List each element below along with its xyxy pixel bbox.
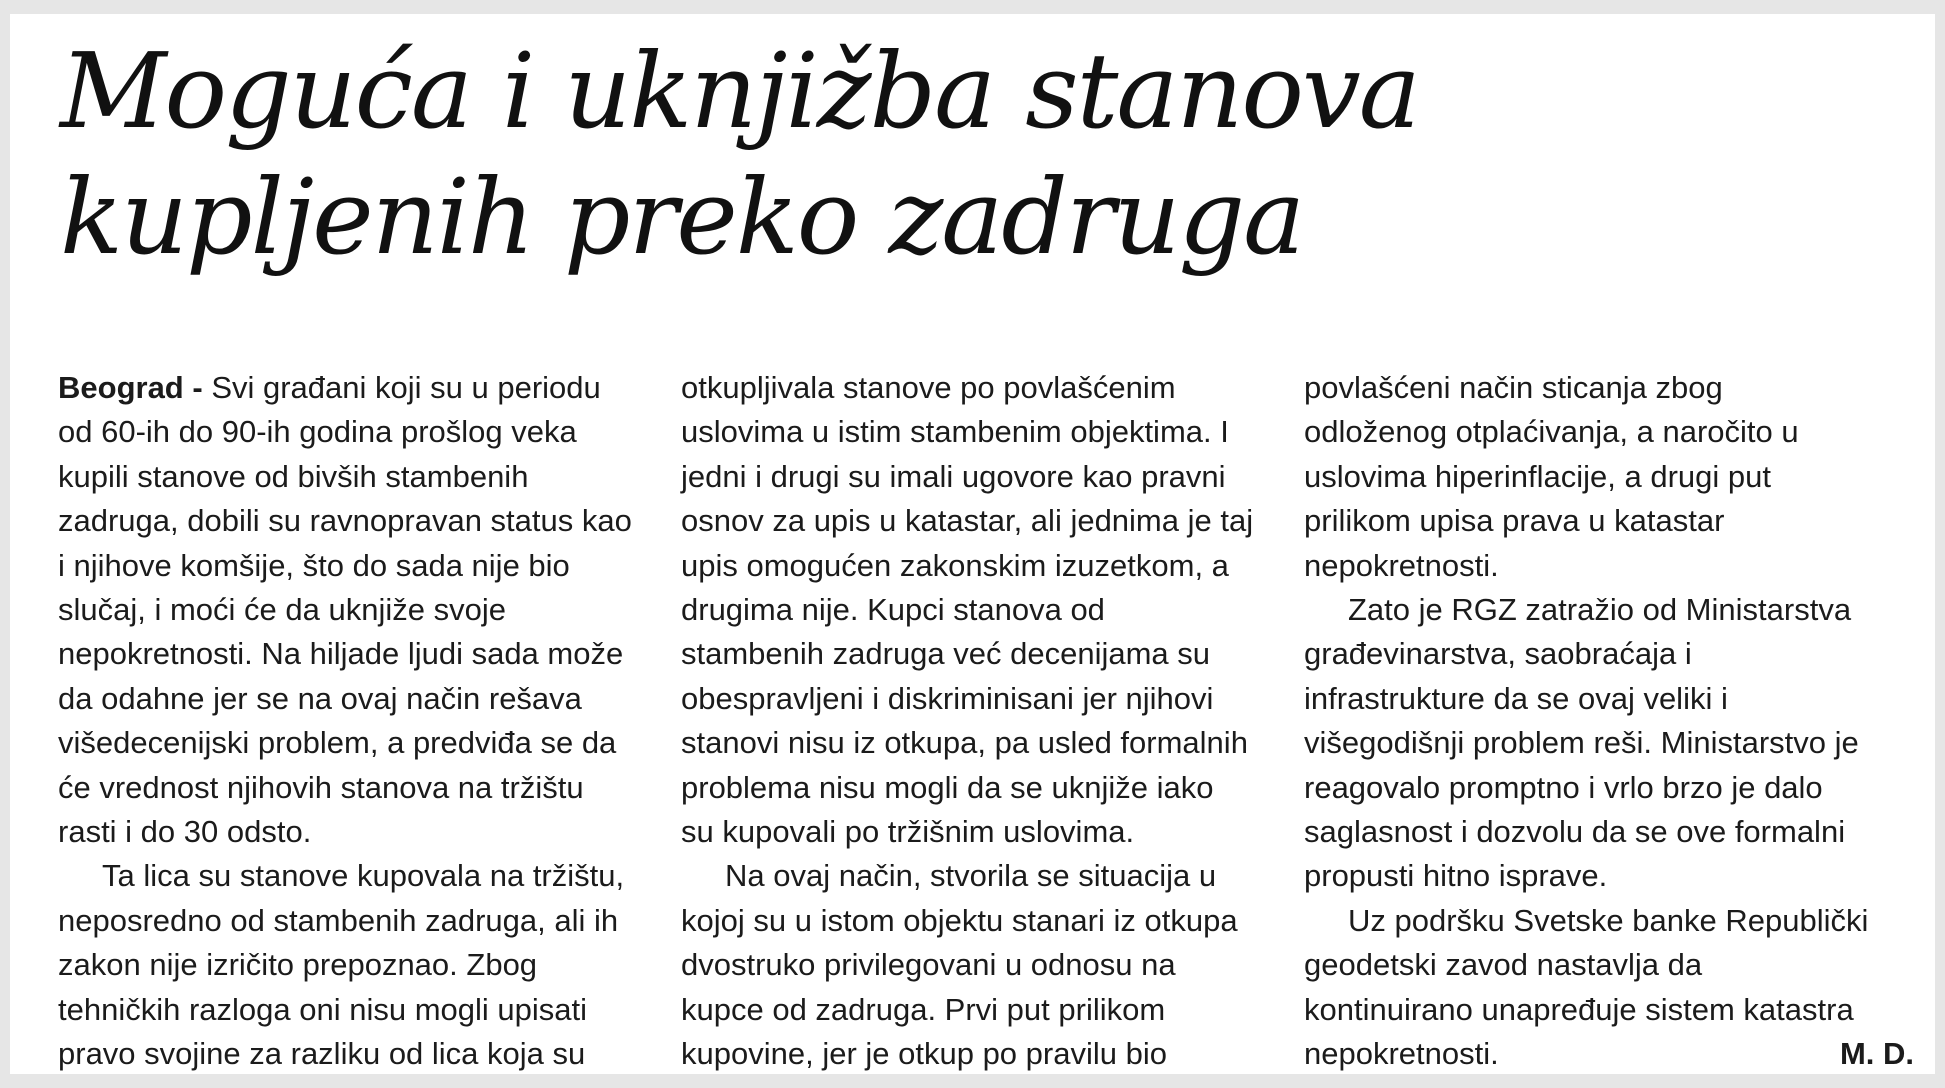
paragraph-line: uslovima hiperinflacije, a drugi put <box>1304 458 1771 494</box>
paragraph-line: geodetski zavod nastavlja da <box>1304 947 1703 983</box>
paragraph-line: od 60-ih do 90-ih godina prošlog veka <box>58 414 577 450</box>
paragraph-line: infrastrukture da se ovaj veliki i <box>1304 680 1728 716</box>
paragraph-line: reagovalo promptno i vrlo brzo je dalo <box>1304 769 1823 805</box>
paragraph-line: kontinuirano unapređuje sistem katastra <box>1304 991 1854 1027</box>
paragraph-line: jedni i drugi su imali ugovore kao pravni <box>681 458 1226 494</box>
article-column-3 <box>1304 366 1914 1074</box>
article-headline <box>60 28 1880 280</box>
paragraph-line: obespravljeni i diskriminisani jer njihovi <box>681 680 1214 716</box>
paragraph-line: Zato je RGZ zatražio od Ministarstva <box>1348 592 1852 628</box>
paragraph-line: osnov za upis u katastar, ali jednima je taj <box>681 503 1254 539</box>
paragraph-line: zakon nije izričito prepoznao. Zbog <box>58 947 538 983</box>
paragraph-line: kupovine, jer je otkup po pravilu bio <box>681 1036 1167 1072</box>
paragraph-line: Na ovaj način, stvorila se situacija u <box>725 858 1217 894</box>
paragraph-line: višegodišnji problem reši. Ministarstvo je <box>1304 725 1859 761</box>
paragraph-line: saglasnost i dozvolu da se ove formalni <box>1304 814 1846 850</box>
paragraph-line: rasti i do 30 odsto. <box>58 814 312 850</box>
paragraph-line: drugima nije. Kupci stanova od <box>681 592 1105 628</box>
paragraph-line: propusti hitno isprave. <box>1304 858 1608 894</box>
article-column-1 <box>58 366 658 1074</box>
paragraph-line: kojoj su u istom objektu stanari iz otkupa <box>681 902 1238 938</box>
dateline-separator: - <box>183 370 212 405</box>
paragraph-line: tehničkih razloga oni nisu mogli upisati <box>58 991 588 1027</box>
paragraph-line: višedecenijski problem, a predviđa se da <box>58 725 617 761</box>
paragraph-line: nepokretnosti. <box>1304 547 1499 583</box>
paragraph-line: nepokretnosti. Na hiljade ljudi sada može <box>58 636 624 672</box>
paragraph-line: kupili stanove od bivših stambenih <box>58 458 529 494</box>
paragraph-line: Ta lica su stanove kupovala na tržištu, <box>102 858 625 894</box>
paragraph-line: upis omogućen zakonskim izuzetkom, a <box>681 547 1229 583</box>
paragraph-line: dvostruko privilegovani u odnosu na <box>681 947 1176 983</box>
paragraph-line: i njihove komšije, što do sada nije bio <box>58 547 570 583</box>
paragraph-line: su kupovali po tržišnim uslovima. <box>681 814 1135 850</box>
paragraph-line: problema nisu mogli da se uknjiže iako <box>681 769 1214 805</box>
paragraph-line: Beograd - Svi građani koji su u periodu <box>58 370 601 405</box>
paragraph-line: da odahne jer se na ovaj način rešava <box>58 680 582 716</box>
paragraph-line: prilikom upisa prava u katastar <box>1304 503 1725 539</box>
paragraph-line: odloženog otplaćivanja, a naročito u <box>1304 414 1799 450</box>
paragraph-line: povlašćeni način sticanja zbog <box>1304 370 1723 405</box>
paragraph-line: će vrednost njihovih stanova na tržištu <box>58 769 584 805</box>
headline-line-1: Moguća i uknjižba stanova <box>60 30 1419 152</box>
newspaper-clipping <box>10 14 1935 1074</box>
paragraph-line: zadruga, dobili su ravnopravan status kao <box>58 503 632 539</box>
paragraph-line: otkupljivala stanove po povlašćenim <box>681 370 1176 405</box>
paragraph-line: uslovima u istim stambenim objektima. I <box>681 414 1229 450</box>
article-column-2 <box>681 366 1281 1074</box>
paragraph-line: nepokretnosti. M. D. <box>1304 1032 1904 1074</box>
paragraph-line: stanovi nisu iz otkupa, pa usled formalnih <box>681 725 1248 761</box>
dateline: Beograd <box>58 370 184 405</box>
paragraph-line: građevinarstva, saobraćaja i <box>1304 636 1692 672</box>
headline-line-2: kupljenih preko zadruga <box>60 156 1304 278</box>
paragraph-line: slučaj, i moći će da uknjiže svoje <box>58 592 506 628</box>
author-byline: M. D. <box>1839 1036 1914 1072</box>
paragraph-line: neposredno od stambenih zadruga, ali ih <box>58 902 619 938</box>
paragraph-line: kupce od zadruga. Prvi put prilikom <box>681 991 1166 1027</box>
paragraph-line: pravo svojine za razliku od lica koja su <box>58 1036 586 1072</box>
paragraph-line: stambenih zadruga već decenijama su <box>681 636 1211 672</box>
paragraph-line: Uz podršku Svetske banke Republički <box>1348 902 1869 938</box>
